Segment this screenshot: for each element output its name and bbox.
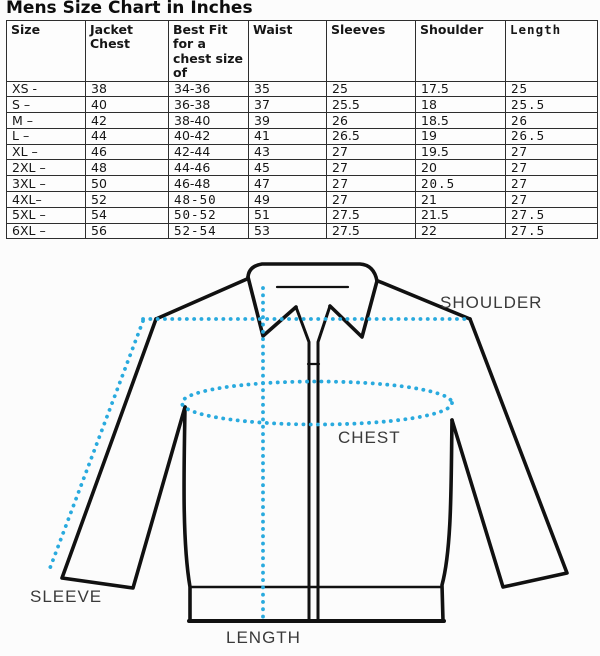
table-cell-waist: 49	[249, 192, 327, 208]
shoulder-label: SHOULDER	[440, 293, 543, 312]
table-cell-best_fit: 48-50	[169, 192, 249, 208]
table-cell-shoulder: 17.5	[416, 81, 506, 97]
table-cell-length: 27	[506, 160, 598, 176]
table-cell-jacket_chest: 54	[86, 207, 169, 223]
table-cell-best_fit: 44-46	[169, 160, 249, 176]
table-cell-length: 27	[506, 176, 598, 192]
table-cell-waist: 41	[249, 128, 327, 144]
table-cell-waist: 53	[249, 223, 327, 239]
table-cell-length: 26.5	[506, 128, 598, 144]
table-cell-size: 4XL–	[7, 192, 86, 208]
table-cell-sleeves: 27	[327, 144, 416, 160]
table-cell-jacket_chest: 46	[86, 144, 169, 160]
table-cell-size: 3XL –	[7, 176, 86, 192]
jacket-outline	[62, 264, 567, 621]
table-cell-size: S –	[7, 97, 86, 113]
table-cell-sleeves: 27	[327, 160, 416, 176]
column-header-length: Length	[506, 21, 598, 82]
sleeve-measure-line	[50, 321, 143, 568]
table-cell-shoulder: 18	[416, 97, 506, 113]
body-right-side	[442, 420, 452, 621]
table-cell-waist: 45	[249, 160, 327, 176]
table-cell-waist: 51	[249, 207, 327, 223]
table-cell-shoulder: 18.5	[416, 113, 506, 129]
left-sleeve	[62, 319, 185, 588]
table-cell-shoulder: 22	[416, 223, 506, 239]
table-cell-best_fit: 34-36	[169, 81, 249, 97]
table-cell-sleeves: 26.5	[327, 128, 416, 144]
table-cell-jacket_chest: 40	[86, 97, 169, 113]
table-cell-jacket_chest: 44	[86, 128, 169, 144]
table-cell-best_fit: 52-54	[169, 223, 249, 239]
length-label: LENGTH	[226, 628, 301, 647]
column-header-waist: Waist	[249, 21, 327, 82]
zipper-left-line	[296, 307, 309, 620]
collar-band	[248, 264, 377, 281]
table-cell-shoulder: 19	[416, 128, 506, 144]
table-cell-jacket_chest: 52	[86, 192, 169, 208]
table-cell-size: 5XL –	[7, 207, 86, 223]
body-left-side	[184, 407, 190, 621]
sleeve-label: SLEEVE	[30, 587, 103, 606]
table-cell-sleeves: 26	[327, 113, 416, 129]
table-cell-waist: 43	[249, 144, 327, 160]
collar-right-lapel	[330, 281, 377, 337]
table-cell-length: 26	[506, 113, 598, 129]
table-cell-size: M –	[7, 113, 86, 129]
table-cell-best_fit: 38-40	[169, 113, 249, 129]
column-header-size: Size	[7, 21, 86, 82]
table-cell-waist: 47	[249, 176, 327, 192]
column-header-best_fit: Best Fit for a chest size of	[169, 21, 249, 82]
table-cell-shoulder: 21	[416, 192, 506, 208]
table-cell-size: 2XL –	[7, 160, 86, 176]
column-header-shoulder: Shoulder	[416, 21, 506, 82]
left-shoulder-seam	[156, 279, 247, 319]
table-cell-waist: 35	[249, 81, 327, 97]
table-cell-shoulder: 20	[416, 160, 506, 176]
table-cell-jacket_chest: 42	[86, 113, 169, 129]
table-cell-waist: 39	[249, 113, 327, 129]
table-cell-sleeves: 25	[327, 81, 416, 97]
right-sleeve	[452, 319, 567, 587]
table-cell-shoulder: 21.5	[416, 207, 506, 223]
measurement-guides	[50, 288, 468, 620]
table-cell-sleeves: 27	[327, 192, 416, 208]
table-cell-size: 6XL –	[7, 223, 86, 239]
table-cell-jacket_chest: 48	[86, 160, 169, 176]
table-cell-size: XS -	[7, 81, 86, 97]
page-title: Mens Size Chart in Inches	[6, 0, 253, 18]
table-cell-sleeves: 27	[327, 176, 416, 192]
table-cell-length: 27	[506, 144, 598, 160]
table-cell-shoulder: 19.5	[416, 144, 506, 160]
column-header-jacket_chest: Jacket Chest	[86, 21, 169, 82]
table-cell-best_fit: 40-42	[169, 128, 249, 144]
table-cell-length: 25.5	[506, 97, 598, 113]
table-cell-length: 27	[506, 192, 598, 208]
table-cell-size: L –	[7, 128, 86, 144]
table-cell-length: 25	[506, 81, 598, 97]
table-cell-best_fit: 46-48	[169, 176, 249, 192]
chest-label: CHEST	[338, 428, 401, 447]
table-cell-jacket_chest: 50	[86, 176, 169, 192]
table-cell-best_fit: 36-38	[169, 97, 249, 113]
table-cell-best_fit: 50-52	[169, 207, 249, 223]
table-cell-shoulder: 20.5	[416, 176, 506, 192]
column-header-sleeves: Sleeves	[327, 21, 416, 82]
table-cell-sleeves: 25.5	[327, 97, 416, 113]
table-cell-best_fit: 42-44	[169, 144, 249, 160]
table-cell-size: XL –	[7, 144, 86, 160]
table-cell-waist: 37	[249, 97, 327, 113]
collar-left-lapel	[248, 277, 296, 336]
table-cell-jacket_chest: 56	[86, 223, 169, 239]
table-cell-length: 27.5	[506, 207, 598, 223]
zipper-right-line	[318, 306, 330, 620]
table-cell-length: 27.5	[506, 223, 598, 239]
table-cell-jacket_chest: 38	[86, 81, 169, 97]
table-cell-sleeves: 27.5	[327, 223, 416, 239]
table-cell-sleeves: 27.5	[327, 207, 416, 223]
